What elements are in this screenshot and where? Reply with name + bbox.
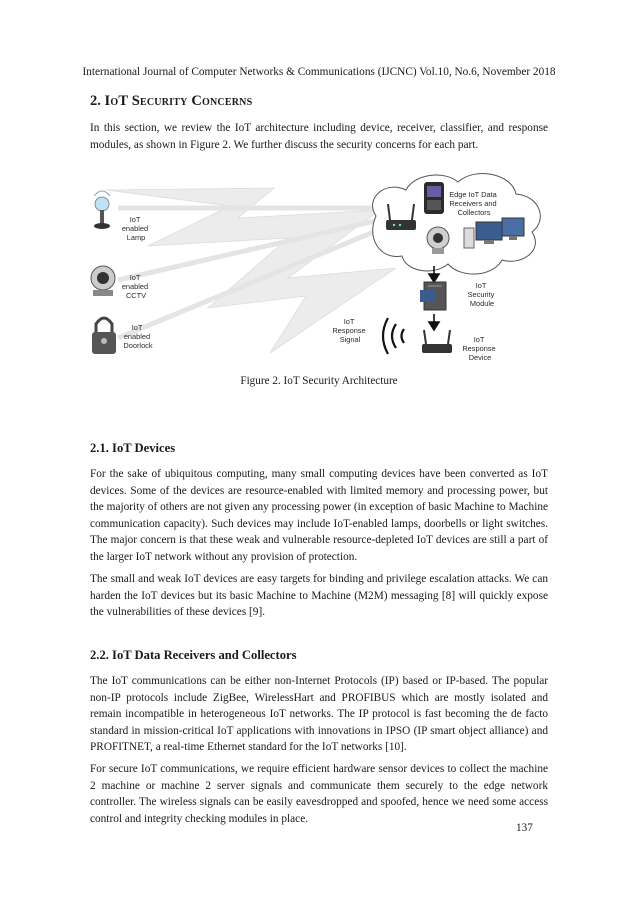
page-number: 137 bbox=[516, 822, 533, 834]
lamp-icon bbox=[94, 191, 110, 229]
label-response-signal: IoT Response Signal bbox=[332, 317, 366, 344]
subsection-title-receivers: 2.2. IoT Data Receivers and Collectors bbox=[90, 648, 297, 662]
cctv-camera-icon bbox=[91, 266, 115, 296]
padlock-icon bbox=[92, 318, 116, 354]
label-cctv: IoT enabled CCTV bbox=[121, 273, 149, 300]
label-lamp: IoT enabled Lamp bbox=[121, 215, 149, 242]
paragraph-receivers-1: The IoT communications can be either non-Internet Protocols (IP) based or IP-based. The popular non-IP protocols include ZigBee, WirelessHart and PROFIBUS which are mostly isolated and remain incompatible in heterogeneous IoT networks. The IP protocol is fast becoming the de facto standard in mission-critical IoT applications with innovations in IPSO (IP smart object alliance) and PROFITNET, a real-time Ethernet standard for the IoT networks [10]. bbox=[90, 675, 548, 754]
label-security-module: IoT Security Module bbox=[467, 281, 495, 308]
subsection-title-iot-devices: 2.1. IoT Devices bbox=[90, 441, 176, 455]
wireless-signal-icon bbox=[383, 318, 404, 354]
response-device-router-icon bbox=[422, 330, 452, 353]
label-response-device: IoT Response Device bbox=[462, 335, 496, 362]
figure-caption: Figure 2. IoT Security Architecture bbox=[240, 375, 398, 387]
figure-iot-architecture bbox=[88, 168, 548, 368]
paragraph-iot-devices-1: For the sake of ubiquitous computing, many small computing devices have been converted as IoT devices. Some of the devices are resource-enabled with limited memory and processing power, but the majority of others are not given any processing power (in exception of basic Machine to Machine communication capacity). Such devices may include IoT-enabled lamps, doorbells or light switches. The major concern is that these weak and vulnerable resource-depleted IoT devices are still a part of the larger IoT network without any provision of protection. bbox=[90, 468, 548, 563]
label-doorlock: IoT enabled Doorlock bbox=[123, 323, 153, 350]
paragraph-iot-devices-2: The small and weak IoT devices are easy targets for binding and privilege escalation attacks. We can harden the IoT devices but its basic Machine to Machine (M2M) messaging [8] will quickly expose the vulnerabilities of these devices [9]. bbox=[90, 573, 548, 619]
running-header: International Journal of Computer Networks & Communications (IJCNC) Vol.10, No.6, November 2018 bbox=[82, 66, 556, 78]
security-module-server-icon bbox=[420, 282, 446, 310]
architecture-diagram bbox=[88, 168, 548, 368]
arrow-down-icon bbox=[429, 314, 439, 330]
paragraph-receivers-2: For secure IoT communications, we require efficient hardware sensor devices to collect the machine 2 machine or machine 2 server signals and communicate them securely to the edge network controller. The wireless signals can be easily eavesdropped and spoofed, hence we need some access control and integrity checking modules in place. bbox=[90, 763, 548, 825]
section-title-text: IoT Security Concerns bbox=[104, 93, 253, 109]
section-intro: In this section, we review the IoT architecture including device, receiver, classifier, and response modules, as shown in Figure 2. We further discuss the security concerns for each part. bbox=[90, 122, 548, 151]
smartphone-icon bbox=[424, 182, 444, 214]
label-receivers: Edge IoT Data Receivers and Collectors bbox=[449, 190, 497, 217]
section-number: 2. bbox=[90, 93, 101, 109]
section-title bbox=[90, 93, 252, 110]
